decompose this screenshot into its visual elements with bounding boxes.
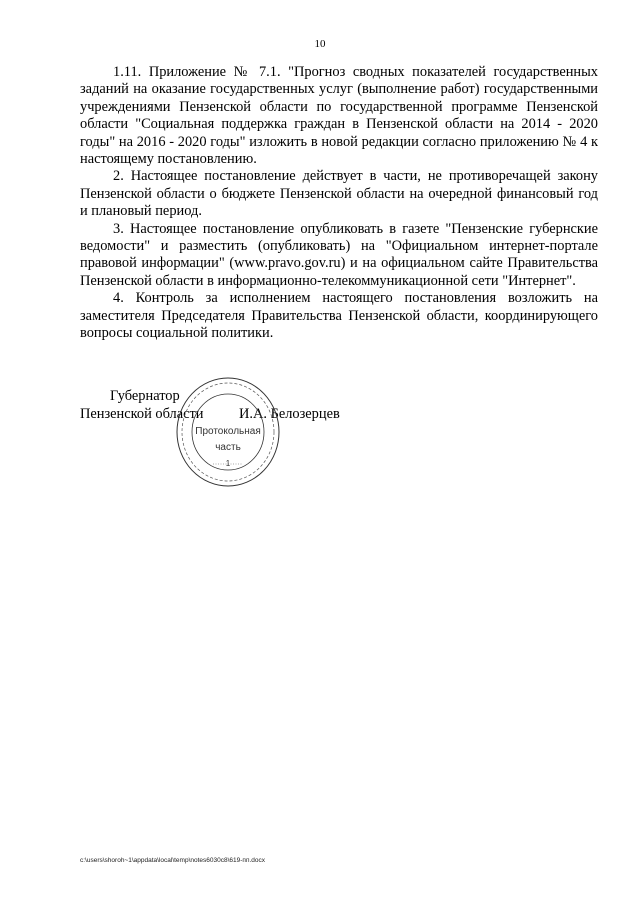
paragraph-4: 4. Контроль за исполнением настоящего постановления возложить на заместителя Председателя Правительства Пензенской области, координирующего вопросы социальной политики. [80,290,598,342]
file-path-footer: c:\users\shoroh~1\appdata\local\temp\notes6030c8\619-пп.docx [80,857,266,864]
paragraph-2: 2. Настоящее постановление действует в части, не противоречащей закону Пензенской области о бюджете Пензенской области на очередной финансовый год и плановый период. [80,168,598,220]
signature-title-line2: Пензенской области [80,406,204,422]
official-seal [175,376,281,488]
signature-name: И.А. Белозерцев [239,406,340,422]
seal-label-line2: часть [215,442,241,453]
signature-title-line1: Губернатор [110,388,180,404]
seal-label-line1: Протокольная [195,426,261,437]
seal-number: 1 [225,459,231,468]
page-number: 10 [314,38,326,50]
paragraph-1-11: 1.11. Приложение № 7.1. "Прогноз сводных показателей государственных заданий на оказание государственных услуг (выполнение работ) государственными учреждениями Пензенской области по государственной программе Пензенской области "Социальная поддержка граждан в Пензенской области на 2014 - 2020 годы" на 2016 - 2020 годы" изложить в новой редакции согласно приложению № 4 к настоящему постановлению. [80,64,598,168]
paragraph-3: 3. Настоящее постановление опубликовать в газете "Пензенские губернские ведомости" и разместить (опубликовать) на "Официальном интернет-портале правовой информации" (www.pravo.gov.ru) и на официальном сайте Правительства Пензенской области в информационно-телекоммуникационной сети "Интернет". [80,220,598,289]
body-text [80,64,598,343]
